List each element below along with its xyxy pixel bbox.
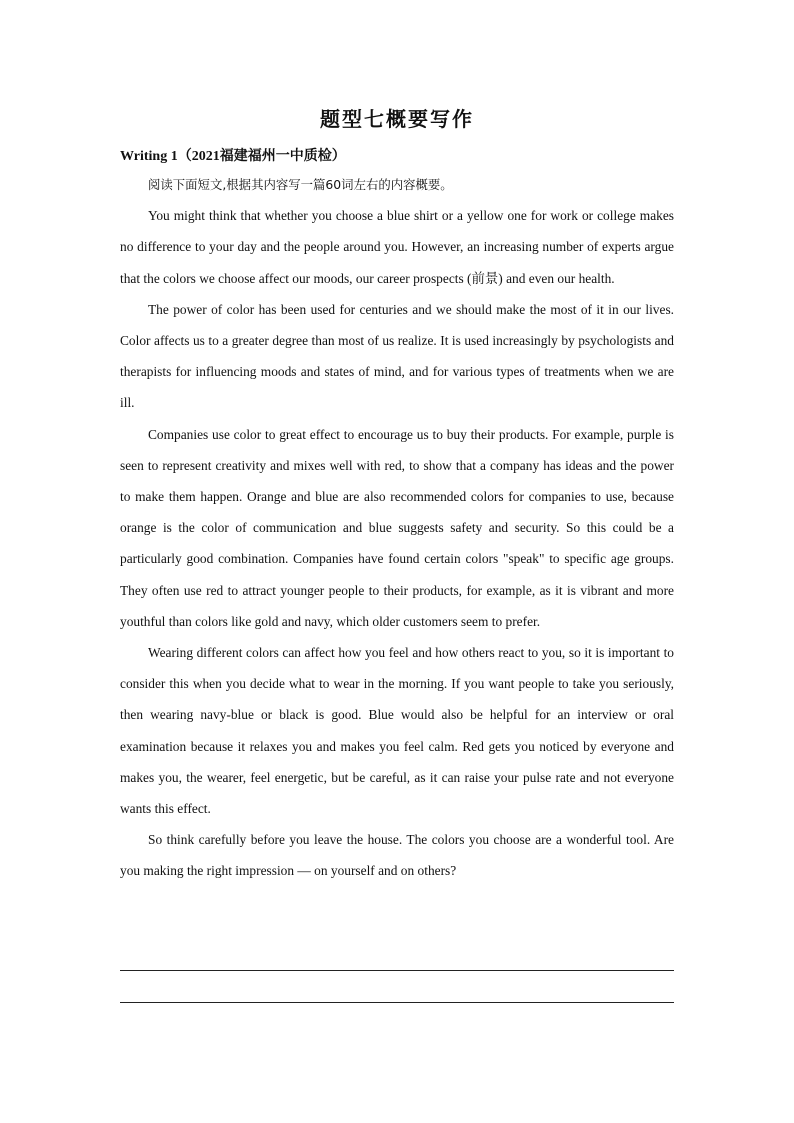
- paragraph-3: Companies use color to great effect to encourage us to buy their products. For example, purple is seen to represent creativity and mixes well with red, to show that a company has ideas and the power to make them happen. Orange and blue are also recommended colors for companies to use, because orange is the color of communication and blue suggests safety and security. So this could be a particularly good combination. Companies have found certain colors "speak" to specific age groups. They often use red to attract younger people to their products, for example, as it is vibrant and more youthful than colors like gold and navy, which older customers seem to prefer.: [120, 426, 674, 629]
- paragraph-2: The power of color has been used for centuries and we should make the most of it in our lives. Color affects us to a greater degree than most of us realize. It is used increasingly by psychologists and therapists for influencing moods and states of mind, and for various types of treatments when we are ill.: [120, 301, 674, 411]
- article-body: [120, 169, 674, 887]
- paragraph-5: So think carefully before you leave the house. The colors you choose are a wonderful tool. Are you making the right impression — on yourself and on others?: [120, 832, 674, 879]
- page-title: 题型七概要写作: [320, 107, 474, 131]
- instruction-text: 阅读下面短文,根据其内容写一篇60词左右的内容概要。: [148, 177, 453, 192]
- answer-line-2[interactable]: [120, 1002, 674, 1003]
- answer-line-1[interactable]: [120, 970, 674, 971]
- paragraph-1: You might think that whether you choose a blue shirt or a yellow one for work or college makes no difference to your day and the people around you. However, an increasing number of experts argue that the colors we choose affect our moods, our career prospects (前景) and even our health.: [120, 208, 674, 286]
- section-subheading: Writing 1（2021福建福州一中质检）: [120, 149, 346, 164]
- paragraph-4: Wearing different colors can affect how you feel and how others react to you, so it is important to consider this when you decide what to wear in the morning. If you want people to take you seriously, then wearing navy-blue or black is good. Blue would also be helpful for an interview or oral examination because it relaxes you and makes you feel calm. Red gets you noticed by everyone and makes you, the wearer, feel energetic, but be careful, as it can raise your pulse rate and not everyone wants this effect.: [120, 645, 674, 817]
